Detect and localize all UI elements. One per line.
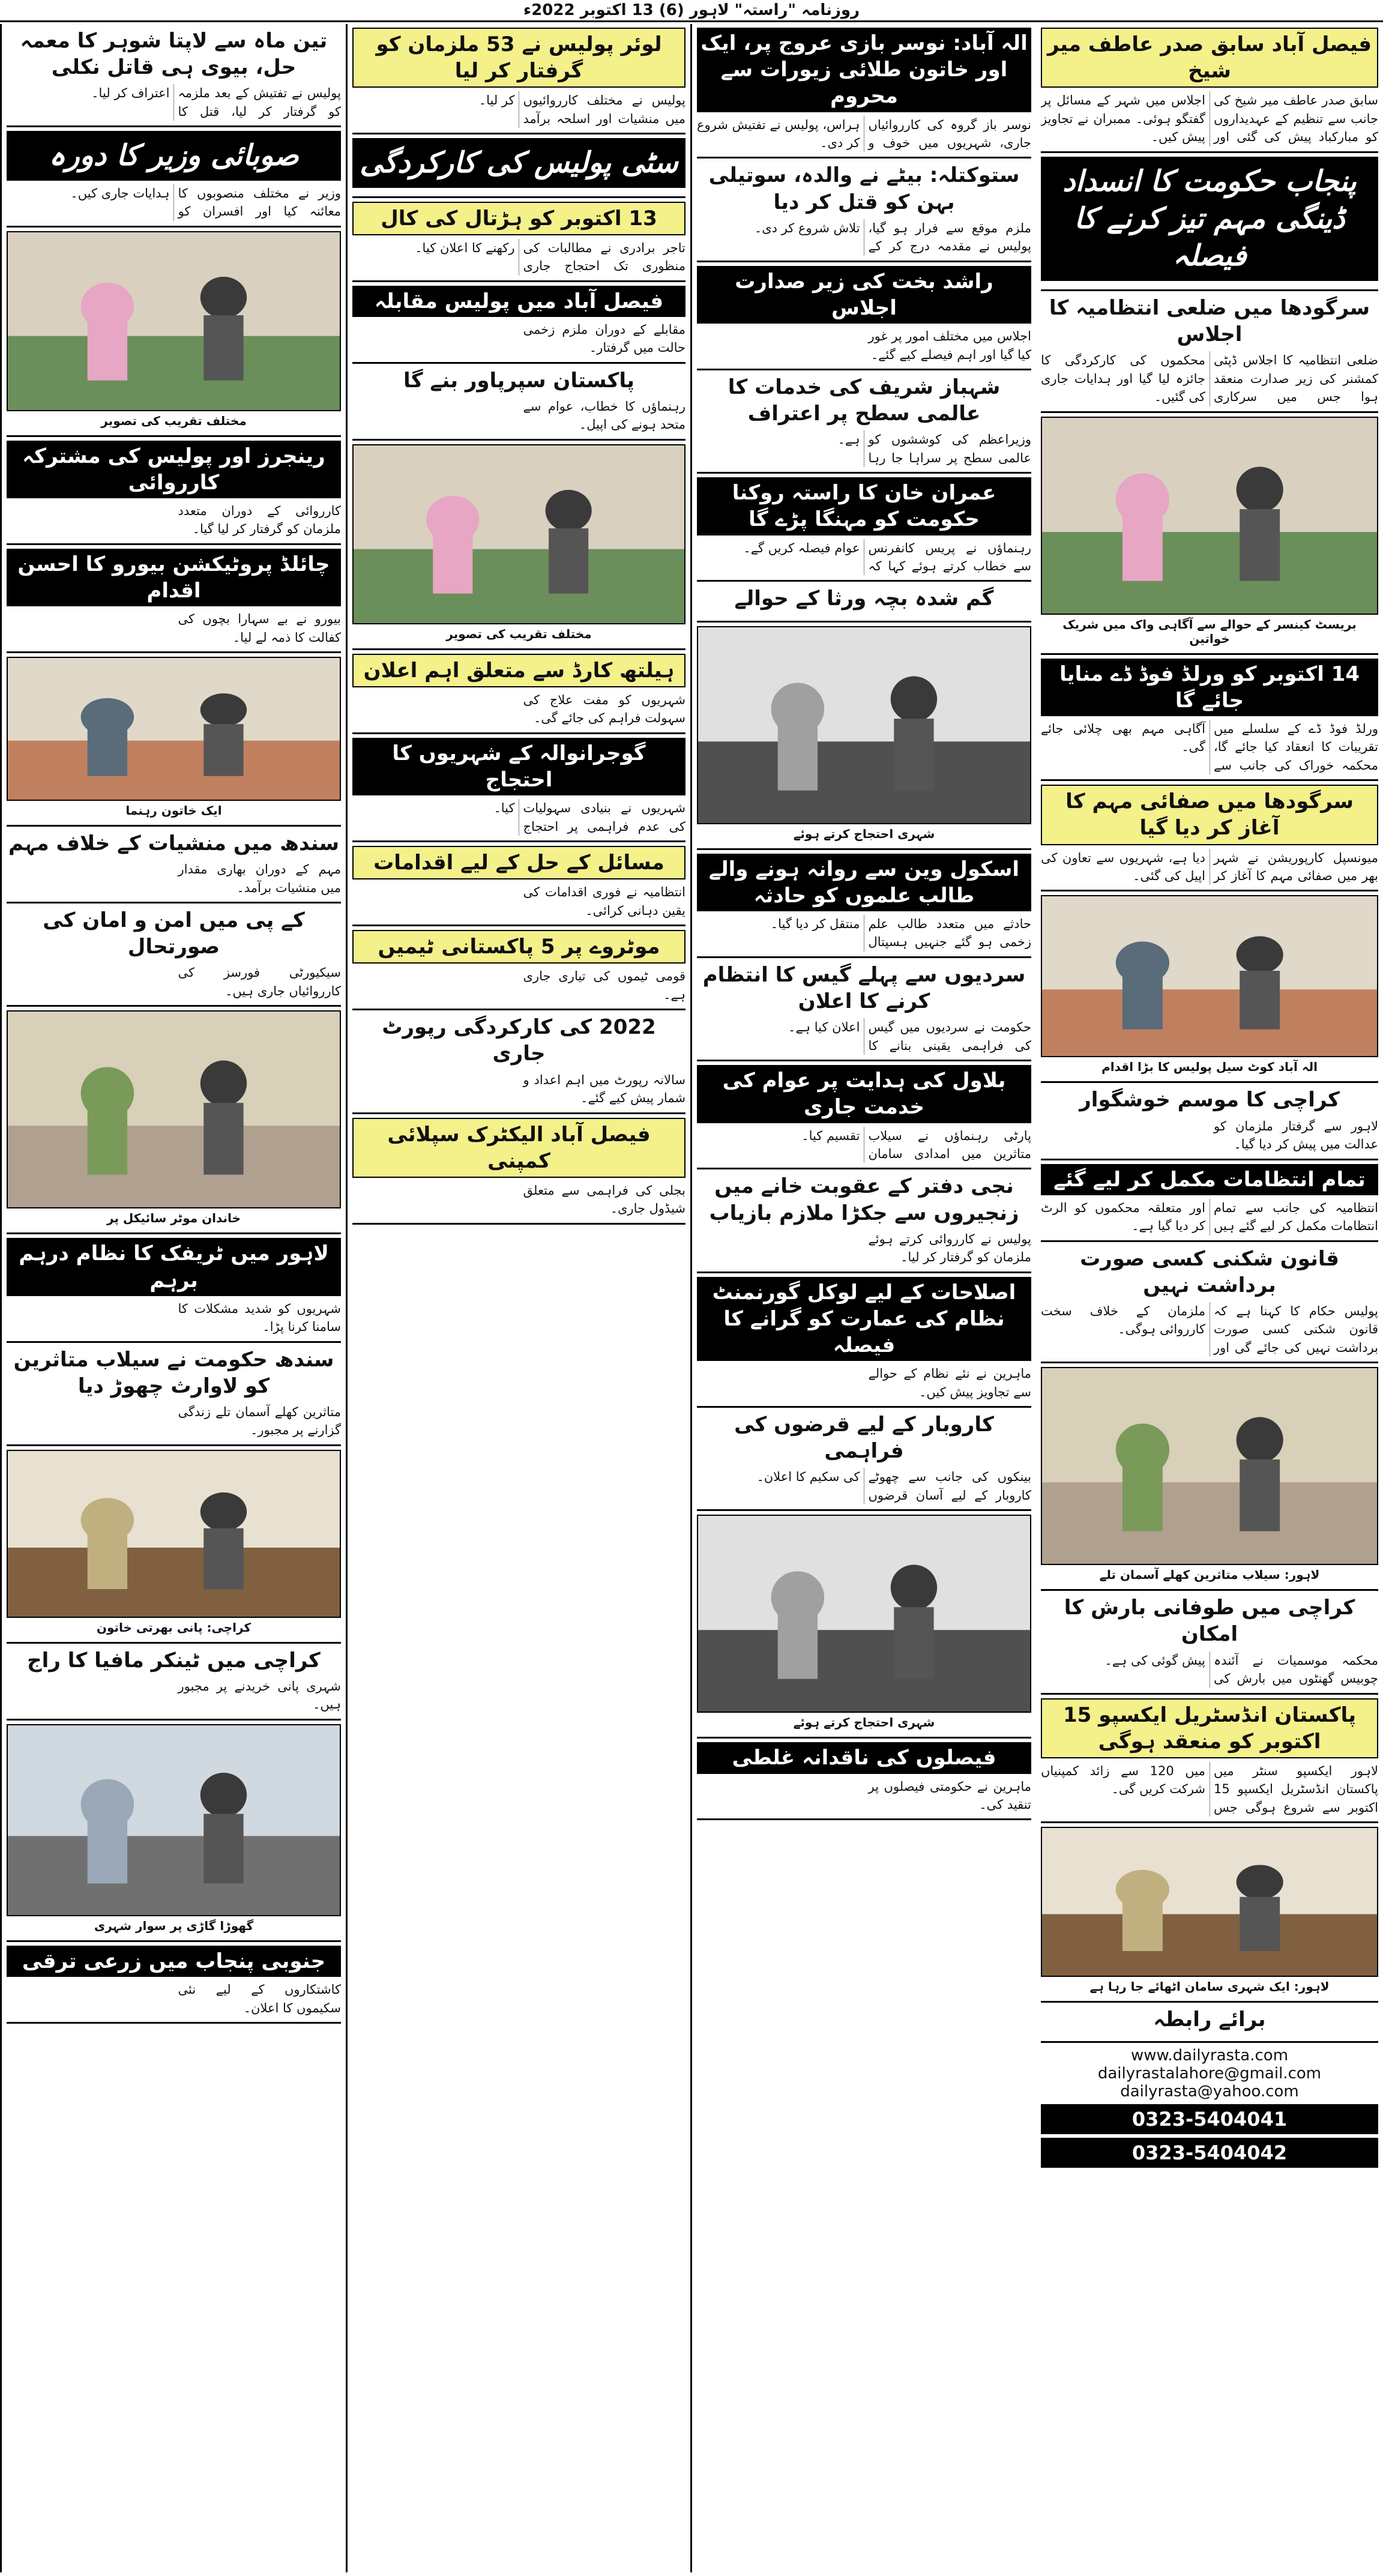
photo-image bbox=[697, 626, 1031, 824]
story-body: کارروائی کے دوران متعدد ملزمان کو گرفتار کر لیا گیا۔ bbox=[178, 503, 341, 537]
email-link[interactable]: dailyrastalahore@gmail.com bbox=[1097, 2065, 1322, 2083]
news-story bbox=[697, 262, 1031, 370]
news-story bbox=[352, 650, 685, 734]
story-headline: ستوکتلہ: بیٹے نے والدہ، سوتیلی بہن کو قتل کر دیا bbox=[708, 163, 1020, 214]
story-headline: جنوبی پنجاب میں زرعی ترقی bbox=[7, 1946, 341, 1977]
story-headline: موٹروے پر 5 پاکستانی ٹیمیں bbox=[352, 930, 685, 964]
photo-image bbox=[7, 1724, 341, 1916]
story-headline: اسکول وین سے روانہ ہونے والے طالب علموں کو حادثہ bbox=[697, 854, 1031, 911]
story-headline: مسائل کے حل کے لیے اقدامات bbox=[352, 846, 685, 879]
news-photo bbox=[7, 653, 341, 827]
news-story bbox=[352, 134, 685, 198]
story-headline: فیصل آباد الیکٹرک سپلائی کمپنی bbox=[352, 1118, 685, 1178]
story-headline: پاکستان سپرپاور بنے گا bbox=[403, 368, 634, 393]
news-story bbox=[352, 282, 685, 364]
story-body: پولیس نے کارروائی کرتے ہوئے ملزمان کو گرفتار کر لیا۔ bbox=[868, 1231, 1031, 1265]
story-body: تاجر برادری نے مطالبات کی منظوری تک احتجاج جاری رکھنے کا اعلان کیا۔ bbox=[415, 240, 685, 274]
story-headline: قانون شکنی کسی صورت برداشت نہیں bbox=[1080, 1246, 1339, 1297]
story-body: کاشتکاروں کے لیے نئی سکیموں کا اعلان۔ bbox=[178, 1982, 341, 2015]
news-story bbox=[7, 545, 341, 653]
masthead-title: روزنامہ "راستہ" لاہور (6) 13 اکتوبر 2022ء bbox=[523, 1, 860, 19]
news-story bbox=[7, 1234, 341, 1342]
news-story bbox=[7, 437, 341, 545]
news-photo bbox=[7, 228, 341, 437]
news-story bbox=[1041, 1242, 1378, 1364]
news-story bbox=[352, 734, 685, 842]
story-body: ماہرین نے نئے نظام کے حوالے سے تجاویز پیش کیں۔ bbox=[868, 1366, 1031, 1399]
story-headline: عمران خان کا راستہ روکنا حکومت کو مہنگا پڑے گا bbox=[697, 477, 1031, 535]
photo-caption: مختلف تقریب کی تصویر bbox=[101, 413, 247, 428]
news-story bbox=[352, 926, 685, 1010]
news-story bbox=[697, 582, 1031, 622]
story-headline: چائلڈ پروٹیکشن بیورو کا احسن اقدام bbox=[7, 549, 341, 606]
story-headline: سرگودھا میں صفائی مہم کا آغاز کر دیا گیا bbox=[1041, 785, 1378, 845]
news-story bbox=[697, 1169, 1031, 1273]
story-body: رہنماؤں کا خطاب، عوام سے متحد ہونے کی اپیل۔ bbox=[523, 399, 685, 432]
story-headline: تمام انتظامات مکمل کر لیے گئے bbox=[1041, 1164, 1378, 1195]
story-headline: سٹی پولیس کی کارکردگی bbox=[352, 138, 685, 187]
photo-caption: لاہور: ایک شہری سامان اٹھائے جا رہا ہے bbox=[1089, 1979, 1330, 1994]
news-photo bbox=[1041, 413, 1378, 655]
story-headline: پنجاب حکومت کا انسداد ڈینگی مہم تیز کرنے کا فیصلہ bbox=[1041, 157, 1378, 281]
photo-image bbox=[1041, 1367, 1378, 1565]
story-body: مقابلے کے دوران ملزم زخمی حالت میں گرفتار۔ bbox=[523, 322, 685, 355]
news-story bbox=[697, 958, 1031, 1061]
story-body: سابق صدر عاطف میر شیخ کی جانب سے تنظیم کے عہدیداروں کو مبارکباد پیش کی گئی اور اجلاس میں شہر کے مسائل پر گفتگو ہوئی۔ ممبران نے تجاویز پیش کیں۔ bbox=[1041, 93, 1378, 145]
story-headline: راشد بخت کی زیر صدارت اجلاس bbox=[697, 266, 1031, 324]
story-headline: بلاول کی ہدایت پر عوام کی خدمت جاری bbox=[697, 1065, 1031, 1123]
story-headline: 14 اکتوبر کو ورلڈ فوڈ ڈے منایا جائے گا bbox=[1041, 659, 1378, 716]
story-headline: گوجرانوالہ کے شہریوں کا احتجاج bbox=[352, 738, 685, 795]
story-headline: کراچی میں طوفانی بارش کا امکان bbox=[1064, 1596, 1355, 1647]
story-body: رہنماؤں نے پریس کانفرنس سے خطاب کرتے ہوئے کہا کہ عوام فیصلہ کریں گے۔ bbox=[743, 540, 1031, 573]
photo-caption: ایک خاتون رہنما bbox=[125, 803, 222, 818]
story-body: انتظامیہ نے فوری اقدامات کی یقین دہانی کرائی۔ bbox=[523, 885, 685, 918]
story-body: پولیس نے مختلف کارروائیوں میں منشیات اور اسلحہ برآمد کر لیا۔ bbox=[478, 93, 685, 126]
story-headline: ہیلتھ کارڈ سے متعلق اہم اعلان bbox=[352, 654, 685, 687]
story-headline: لاہور میں ٹریفک کا نظام درہم برہم bbox=[7, 1238, 341, 1296]
news-story bbox=[697, 1273, 1031, 1408]
photo-image bbox=[352, 444, 685, 624]
photo-caption: کراچی: پانی بھرتی خاتون bbox=[96, 1620, 252, 1635]
photo-image bbox=[1041, 417, 1378, 615]
story-body: شہریوں نے بنیادی سہولیات کی عدم فراہمی پر احتجاج کیا۔ bbox=[493, 801, 685, 834]
story-body: ملزم موقع سے فرار ہو گیا، پولیس نے مقدمہ درج کر کے تلاش شروع کر دی۔ bbox=[754, 220, 1031, 254]
news-story bbox=[697, 1061, 1031, 1169]
news-story bbox=[1041, 655, 1378, 782]
story-body: مہم کے دوران بھاری مقدار میں منشیات برآمد۔ bbox=[178, 862, 341, 895]
story-headline: سرگودھا میں ضلعی انتظامیہ کا اجلاس bbox=[1049, 295, 1370, 347]
photo-image bbox=[7, 657, 341, 801]
news-photo bbox=[697, 1511, 1031, 1739]
story-body: قومی ٹیموں کی تیاری جاری ہے۔ bbox=[523, 969, 685, 1002]
photo-caption: شہری احتجاج کرتے ہوئے bbox=[793, 826, 935, 841]
news-story bbox=[7, 127, 341, 227]
news-photo bbox=[1041, 1823, 1378, 2003]
email-link-2[interactable]: dailyrasta@yahoo.com bbox=[1120, 2083, 1299, 2101]
photo-caption: لاہور: سیلاب متاثرین کھلے آسمان تلے bbox=[1099, 1567, 1320, 1582]
story-body: شہری پانی خریدنے پر مجبور ہیں۔ bbox=[178, 1679, 341, 1712]
news-photo bbox=[352, 441, 685, 650]
story-headline: فیصلوں کی ناقدانہ غلطی bbox=[697, 1742, 1031, 1773]
phone-number-2: 0323-5404042 bbox=[1041, 2138, 1378, 2168]
story-headline: نجی دفتر کے عقوبت خانے میں زنجیروں سے جکڑا ملازم بازیاب bbox=[709, 1174, 1019, 1225]
photo-caption: گھوڑا گاڑی پر سوار شہری bbox=[94, 1918, 254, 1933]
news-story bbox=[352, 198, 685, 282]
news-story bbox=[1041, 781, 1378, 891]
contact-block bbox=[1041, 2043, 1378, 2175]
news-story bbox=[697, 1739, 1031, 1820]
masthead bbox=[0, 0, 1383, 22]
news-story bbox=[1041, 153, 1378, 291]
photo-image bbox=[1041, 895, 1378, 1057]
story-headline: فیصل آباد سابق صدر عاطف میر شیخ bbox=[1041, 28, 1378, 88]
news-story bbox=[7, 1942, 341, 2024]
story-headline: سندھ حکومت نے سیلاب متاثرین کو لاوارث چھوڑ دیا bbox=[13, 1347, 334, 1398]
photo-caption: الہ آباد کوٹ سیل پولیس کا بڑا اقدام bbox=[1101, 1060, 1318, 1075]
story-headline: الہ آباد: نوسر بازی عروج پر، ایک اور خاتون طلائی زیورات سے محروم bbox=[697, 28, 1031, 112]
story-body: شہریوں کو مفت علاج کی سہولت فراہم کی جائے گی۔ bbox=[523, 693, 685, 726]
story-body: بینکوں کی جانب سے چھوٹے کاروبار کے لیے آسان قرضوں کی سکیم کا اعلان۔ bbox=[756, 1470, 1031, 1503]
story-body: متاثرین کھلے آسمان تلے زندگی گزارنے پر مجبور۔ bbox=[178, 1404, 341, 1438]
news-story bbox=[1041, 1160, 1378, 1242]
news-photo bbox=[7, 1446, 341, 1644]
story-headline: لوئر پولیس نے 53 ملزمان کو گرفتار کر لیا bbox=[352, 28, 685, 88]
news-story bbox=[697, 850, 1031, 958]
news-story bbox=[697, 158, 1031, 262]
column-1 bbox=[1036, 24, 1383, 2572]
photo-image bbox=[7, 1010, 341, 1208]
news-story bbox=[1041, 291, 1378, 413]
story-body: حادثے میں متعدد طالب علم زخمی ہو گئے جنہیں ہسپتال منتقل کر دیا گیا۔ bbox=[770, 917, 1031, 950]
column-4 bbox=[0, 24, 346, 2572]
story-body: ورلڈ فوڈ ڈے کے سلسلے میں تقریبات کا انعقاد کیا جائے گا، محکمہ خوراک کی جانب سے آگاہی مہم بھی چلائی جائے گی۔ bbox=[1041, 721, 1378, 773]
photo-caption: شہری احتجاج کرتے ہوئے bbox=[793, 1715, 935, 1730]
story-body: سیکیورٹی فورسز کی کارروائیاں جاری ہیں۔ bbox=[178, 965, 341, 998]
column-2 bbox=[690, 24, 1036, 2572]
news-story bbox=[7, 1644, 341, 1721]
column-3 bbox=[346, 24, 690, 2572]
news-story bbox=[352, 842, 685, 926]
story-body: پارٹی رہنماؤں نے سیلاب متاثرین میں امدادی سامان تقسیم کیا۔ bbox=[801, 1128, 1031, 1161]
story-headline: 13 اکتوبر کو ہڑتال کی کال bbox=[352, 202, 685, 235]
news-photo bbox=[7, 1007, 341, 1234]
photo-image bbox=[7, 1450, 341, 1618]
news-story bbox=[7, 24, 341, 127]
story-body: لاہور ایکسپو سنٹر میں پاکستان انڈسٹریل ایکسپو 15 اکتوبر سے شروع ہوگی جس میں 120 سے زائد کمپنیاں شرکت کریں گی۔ bbox=[1041, 1763, 1378, 1815]
story-headline: سندھ میں منشیات کے خلاف مہم bbox=[8, 831, 340, 856]
story-body: بجلی کی فراہمی سے متعلق شیڈول جاری۔ bbox=[523, 1183, 685, 1216]
story-body: نوسر باز گروہ کی کارروائیاں جاری، شہریوں میں خوف و ہراس، پولیس نے تفتیش شروع کر دی۔ bbox=[697, 117, 1031, 150]
story-headline: 2022 کی کارکردگی رپورٹ جاری bbox=[382, 1015, 656, 1066]
news-story bbox=[697, 474, 1031, 582]
story-headline: شہباز شریف کی خدمات کا عالمی سطح پر اعتراف bbox=[728, 375, 1001, 426]
news-story bbox=[697, 24, 1031, 158]
photo-caption: خاندان موٹر سائیکل پر bbox=[107, 1211, 241, 1226]
news-story bbox=[1041, 1695, 1378, 1824]
news-story bbox=[7, 827, 341, 903]
news-story bbox=[352, 1114, 685, 1225]
story-body: پولیس نے تفتیش کے بعد ملزمہ کو گرفتار کر لیا، قتل کا اعتراف کر لیا۔ bbox=[91, 86, 341, 119]
photo-caption: بریسٹ کینسر کے حوالے سے آگاہی واک میں شریک خواتین bbox=[1062, 617, 1357, 646]
story-headline: فیصل آباد میں پولیس مقابلہ bbox=[352, 286, 685, 317]
news-story bbox=[7, 903, 341, 1007]
news-photo bbox=[697, 623, 1031, 850]
story-body: ضلعی انتظامیہ کا اجلاس ڈپٹی کمشنر کی زیر صدارت منعقد ہوا جس میں سرکاری محکموں کی کارکردگی کا جائزہ لیا گیا اور ہدایات جاری کی گئیں۔ bbox=[1041, 353, 1378, 405]
website-link[interactable]: www.dailyrasta.com bbox=[1130, 2047, 1289, 2065]
news-story bbox=[1041, 1591, 1378, 1694]
news-story bbox=[1041, 1083, 1378, 1160]
news-photo bbox=[1041, 891, 1378, 1083]
story-body: میونسپل کارپوریشن نے شہر بھر میں صفائی مہم کا آغاز کر دیا ہے، شہریوں سے تعاون کی اپیل کی گئی۔ bbox=[1041, 850, 1378, 884]
story-headline: کے پی میں امن و امان کی صورتحال bbox=[43, 908, 305, 959]
story-headline: گم شدہ بچہ ورثا کے حوالے bbox=[734, 587, 994, 611]
news-story bbox=[697, 370, 1031, 474]
story-headline: کاروبار کے لیے قرضوں کی فراہمی bbox=[734, 1413, 994, 1464]
news-photo bbox=[1041, 1363, 1378, 1591]
news-story bbox=[697, 1408, 1031, 1511]
story-headline: رینجرز اور پولیس کی مشترکہ کارروائی bbox=[7, 441, 341, 498]
story-headline: برائے رابطہ bbox=[1153, 2007, 1266, 2032]
story-body: محکمہ موسمیات نے آئندہ چوبیس گھنٹوں میں بارش کی پیش گوئی کی ہے۔ bbox=[1104, 1653, 1378, 1686]
photo-image bbox=[7, 231, 341, 411]
story-headline: پاکستان انڈسٹریل ایکسپو 15 اکتوبر کو منعقد ہوگی bbox=[1041, 1698, 1378, 1758]
story-body: پولیس حکام کا کہنا ہے کہ قانون شکنی کسی صورت برداشت نہیں کی جائے گی اور ملزمان کے خلاف سخت کارروائی ہوگی۔ bbox=[1041, 1303, 1378, 1355]
story-headline: کراچی میں ٹینکر مافیا کا راج bbox=[27, 1648, 321, 1673]
news-photo bbox=[7, 1721, 341, 1942]
news-story bbox=[352, 364, 685, 441]
photo-image bbox=[1041, 1827, 1378, 1977]
story-headline: صوبائی وزیر کا دورہ bbox=[7, 131, 341, 180]
story-headline: تین ماہ سے لاپتا شوہر کا معمہ حل، بیوی ہی قاتل نکلی bbox=[20, 29, 328, 80]
story-headline: سردیوں سے پہلے گیس کا انتظام کرنے کا اعلان bbox=[702, 962, 1026, 1014]
story-body: وزیراعظم کی کوششوں کو عالمی سطح پر سراہا جا رہا ہے۔ bbox=[837, 432, 1031, 465]
story-body: وزیر نے مختلف منصوبوں کا معائنہ کیا اور افسران کو ہدایات جاری کیں۔ bbox=[70, 186, 341, 219]
news-story bbox=[1041, 24, 1378, 153]
story-body: شہریوں کو شدید مشکلات کا سامنا کرنا پڑا۔ bbox=[178, 1301, 341, 1335]
story-body: بیورو نے بے سہارا بچوں کی کفالت کا ذمہ لے لیا۔ bbox=[178, 612, 341, 645]
story-body: لاہور سے گرفتار ملزمان کو عدالت میں پیش کر دیا گیا۔ bbox=[1214, 1118, 1378, 1152]
photo-image bbox=[697, 1515, 1031, 1713]
story-body: اجلاس میں مختلف امور پر غور کیا گیا اور اہم فیصلے کیے گئے۔ bbox=[868, 329, 1031, 362]
story-headline: اصلاحات کے لیے لوکل گورنمنٹ نظام کی عمارت کو گرانے کا فیصلہ bbox=[697, 1277, 1031, 1362]
story-body: ماہرین نے حکومتی فیصلوں پر تنقید کی۔ bbox=[868, 1779, 1031, 1812]
photo-caption: مختلف تقریب کی تصویر bbox=[446, 626, 592, 641]
story-body: سالانہ رپورٹ میں اہم اعداد و شمار پیش کیے گئے۔ bbox=[523, 1072, 685, 1106]
story-body: حکومت نے سردیوں میں گیس کی فراہمی یقینی بنانے کا اعلان کیا ہے۔ bbox=[788, 1020, 1031, 1053]
news-story bbox=[1041, 2003, 1378, 2043]
news-story bbox=[7, 1343, 341, 1446]
story-headline: کراچی کا موسم خوشگوار bbox=[1079, 1088, 1340, 1112]
phone-number: 0323-5404041 bbox=[1041, 2104, 1378, 2134]
news-story bbox=[352, 24, 685, 134]
story-body: انتظامیہ کی جانب سے تمام انتظامات مکمل کر لیے گئے ہیں اور متعلقہ محکموں کو الرٹ کر دیا گیا ہے۔ bbox=[1041, 1200, 1378, 1234]
news-story bbox=[352, 1010, 685, 1114]
